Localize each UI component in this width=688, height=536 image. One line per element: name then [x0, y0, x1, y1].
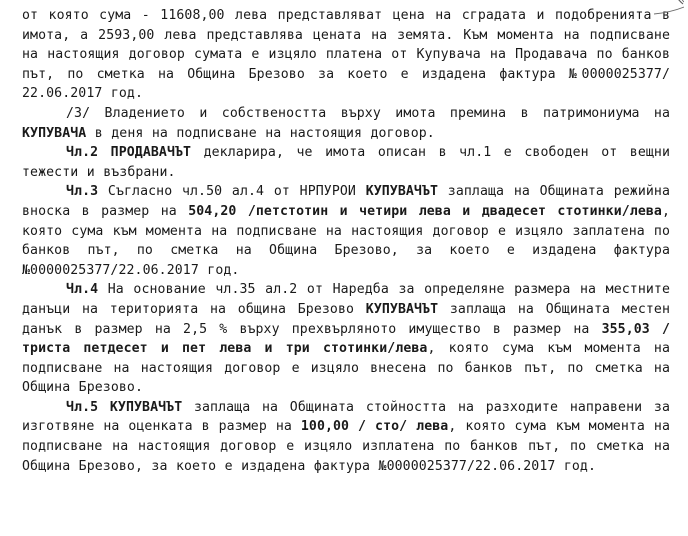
paragraph — [22, 280, 670, 398]
paragraph — [22, 104, 670, 143]
body-text: , която сума към момента на подписване на настоящия договор е изцяло заплатена по банков път, по сметка на Община Брезово, за което е издадена фактура №0000025377/22.06.2017 год. — [22, 203, 670, 278]
emphasized-text: Чл.3 — [66, 184, 99, 200]
emphasized-text: КУПУВАЧЪТ — [365, 184, 439, 200]
body-text: Съгласно чл.50 ал.4 от НРПУРОИ — [98, 184, 366, 200]
body-text: , която сума към момента на подписване на настоящия договор е изцяло внесена по банков път, по сметка на Община Брезово. — [22, 341, 670, 396]
paragraph — [22, 6, 670, 104]
emphasized-text: Чл.4 — [66, 282, 99, 298]
paragraph — [22, 143, 670, 182]
body-text: На основание чл.35 ал.2 от Наредба за определяне размера на местните данъци на територията на община Брезово — [22, 282, 670, 317]
paragraph — [22, 182, 670, 280]
emphasized-text: 504,20 /петстотин и четири лева и двадесет стотинки/лева — [188, 203, 662, 219]
body-text: заплаща на Общината стойността на разходите направени за изготвяне на оценката в размер на — [22, 399, 670, 435]
body-text: заплаща на Общината режийна вноска в размер на — [22, 184, 670, 219]
emphasized-text: 100,00 / сто/ лева — [300, 419, 449, 435]
document-body — [22, 6, 670, 476]
emphasized-text: 355,03 / триста петдесет и пет лева и три стотинки/лева — [22, 321, 670, 357]
body-text: декларира, че имота описан в чл.1 е свободен от вещни тежести и възбрани. — [22, 145, 670, 180]
paragraph — [22, 398, 670, 476]
body-text: , която сума към момента на подписване на настоящия договор е изцяло изплатена по банков път, по сметка на Община Брезово, за което е издадена фактура №0000025377/22.06.2017 год. — [22, 419, 670, 474]
body-text: /3/ Владението и собствеността върху имота премина в патримониума на — [66, 105, 670, 121]
emphasized-text: КУПУВАЧА — [22, 125, 87, 141]
emphasized-text: Чл.5 КУПУВАЧЪТ — [66, 399, 183, 415]
emphasized-text: Чл.2 ПРОДАВАЧЪТ — [66, 145, 192, 161]
emphasized-text: КУПУВАЧЪТ — [365, 301, 439, 317]
body-text: заплаща на Общината местен данък в размер на 2,5 % върху прехвърляното имущество в размер на — [22, 301, 671, 337]
body-text: от която сума - 11608,00 лева представляват цена на сградата и подобренията в имота, а 2593,00 лева представлява цената на земята. Към момента на подписване на настоящия договор сумата е изцяло платена от Купувача на Продавача по банков път, по сметка на Община Брезово за което е издадена фактура №0000025377/ 22.06.2017 год. — [22, 8, 670, 102]
body-text: в деня на подписване на настоящия договор. — [86, 125, 435, 141]
